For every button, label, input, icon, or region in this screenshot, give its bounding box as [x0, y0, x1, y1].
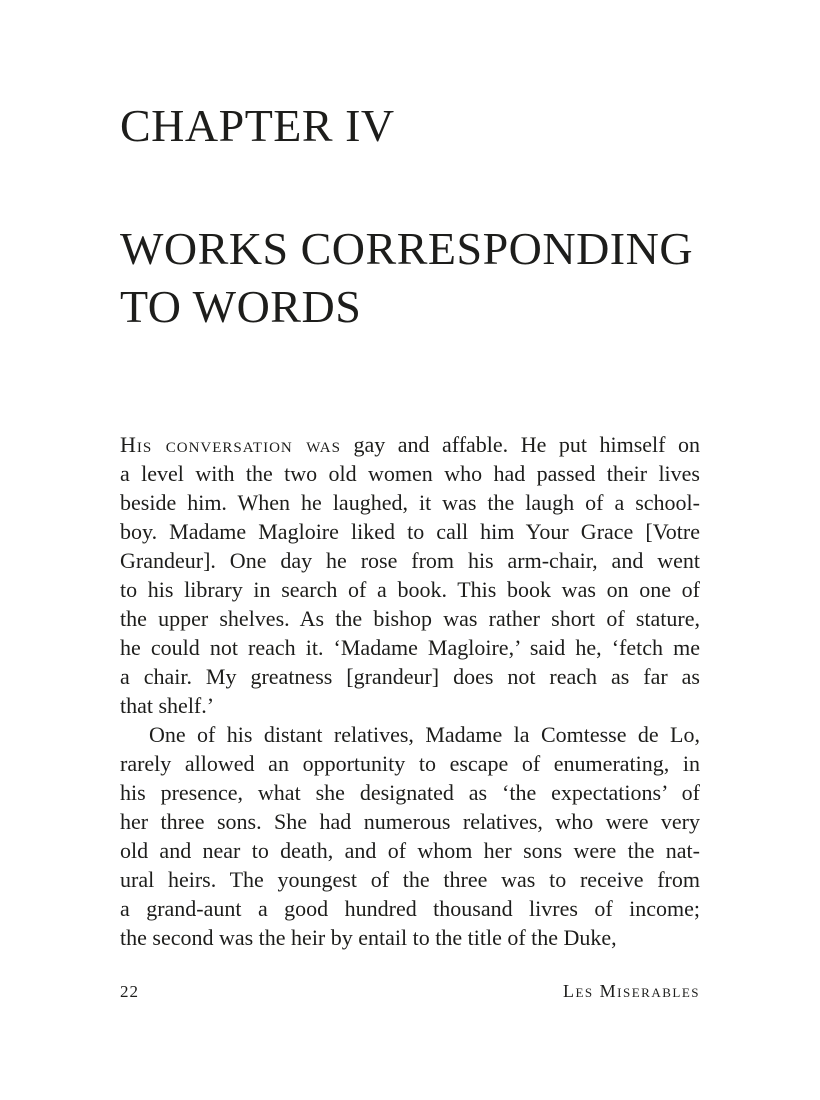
- chapter-title-heading: [120, 220, 693, 336]
- text-line: beside him. When he laughed, it was the laugh of a school-: [120, 490, 700, 515]
- chapter-title-line-2: TO WORDS: [120, 281, 362, 332]
- paragraph: [120, 430, 700, 720]
- text-line: his presence, what she designated as ‘the expectations’ of: [120, 780, 700, 805]
- small-caps-lead: His conversation was: [120, 432, 341, 457]
- text-line: a chair. My greatness [grandeur] does not reach as far as: [120, 664, 700, 689]
- text-line: boy. Madame Magloire liked to call him Your Grace [Votre: [120, 519, 700, 544]
- text-line: a grand-aunt a good hundred thousand livres of income;: [120, 896, 700, 921]
- chapter-title-line-1: WORKS CORRESPONDING: [120, 223, 694, 274]
- text-line: rarely allowed an opportunity to escape of enumerating, in: [120, 751, 700, 776]
- text-line: Grandeur]. One day he rose from his arm-chair, and went: [120, 548, 700, 573]
- text-line: old and near to death, and of whom her sons were the nat-: [120, 838, 700, 863]
- text-line: One of his distant relatives, Madame la Comtesse de Lo,: [149, 722, 700, 747]
- page-footer: [120, 981, 700, 1002]
- text-line: a level with the two old women who had passed their lives: [120, 461, 700, 486]
- text-line: her three sons. She had numerous relatives, who were very: [120, 809, 700, 834]
- text-line: he could not reach it. ‘Madame Magloire,’ said he, ‘fetch me: [120, 635, 700, 660]
- text-line: ural heirs. The youngest of the three was to receive from: [120, 867, 700, 892]
- paragraph: [120, 720, 700, 952]
- text-line: that shelf.’: [120, 693, 215, 718]
- body-text: [120, 430, 700, 952]
- text-line: the upper shelves. As the bishop was rather short of stature,: [120, 606, 700, 631]
- text-line: His conversation was gay and affable. He put himself on: [120, 432, 700, 457]
- text-line: the second was the heir by entail to the title of the Duke,: [120, 925, 617, 950]
- text-line: to his library in search of a book. This book was on one of: [120, 577, 700, 602]
- chapter-number-heading: CHAPTER IV: [120, 100, 395, 151]
- running-title: Les Miserables: [562, 981, 700, 1001]
- page-number: 22: [120, 982, 139, 1001]
